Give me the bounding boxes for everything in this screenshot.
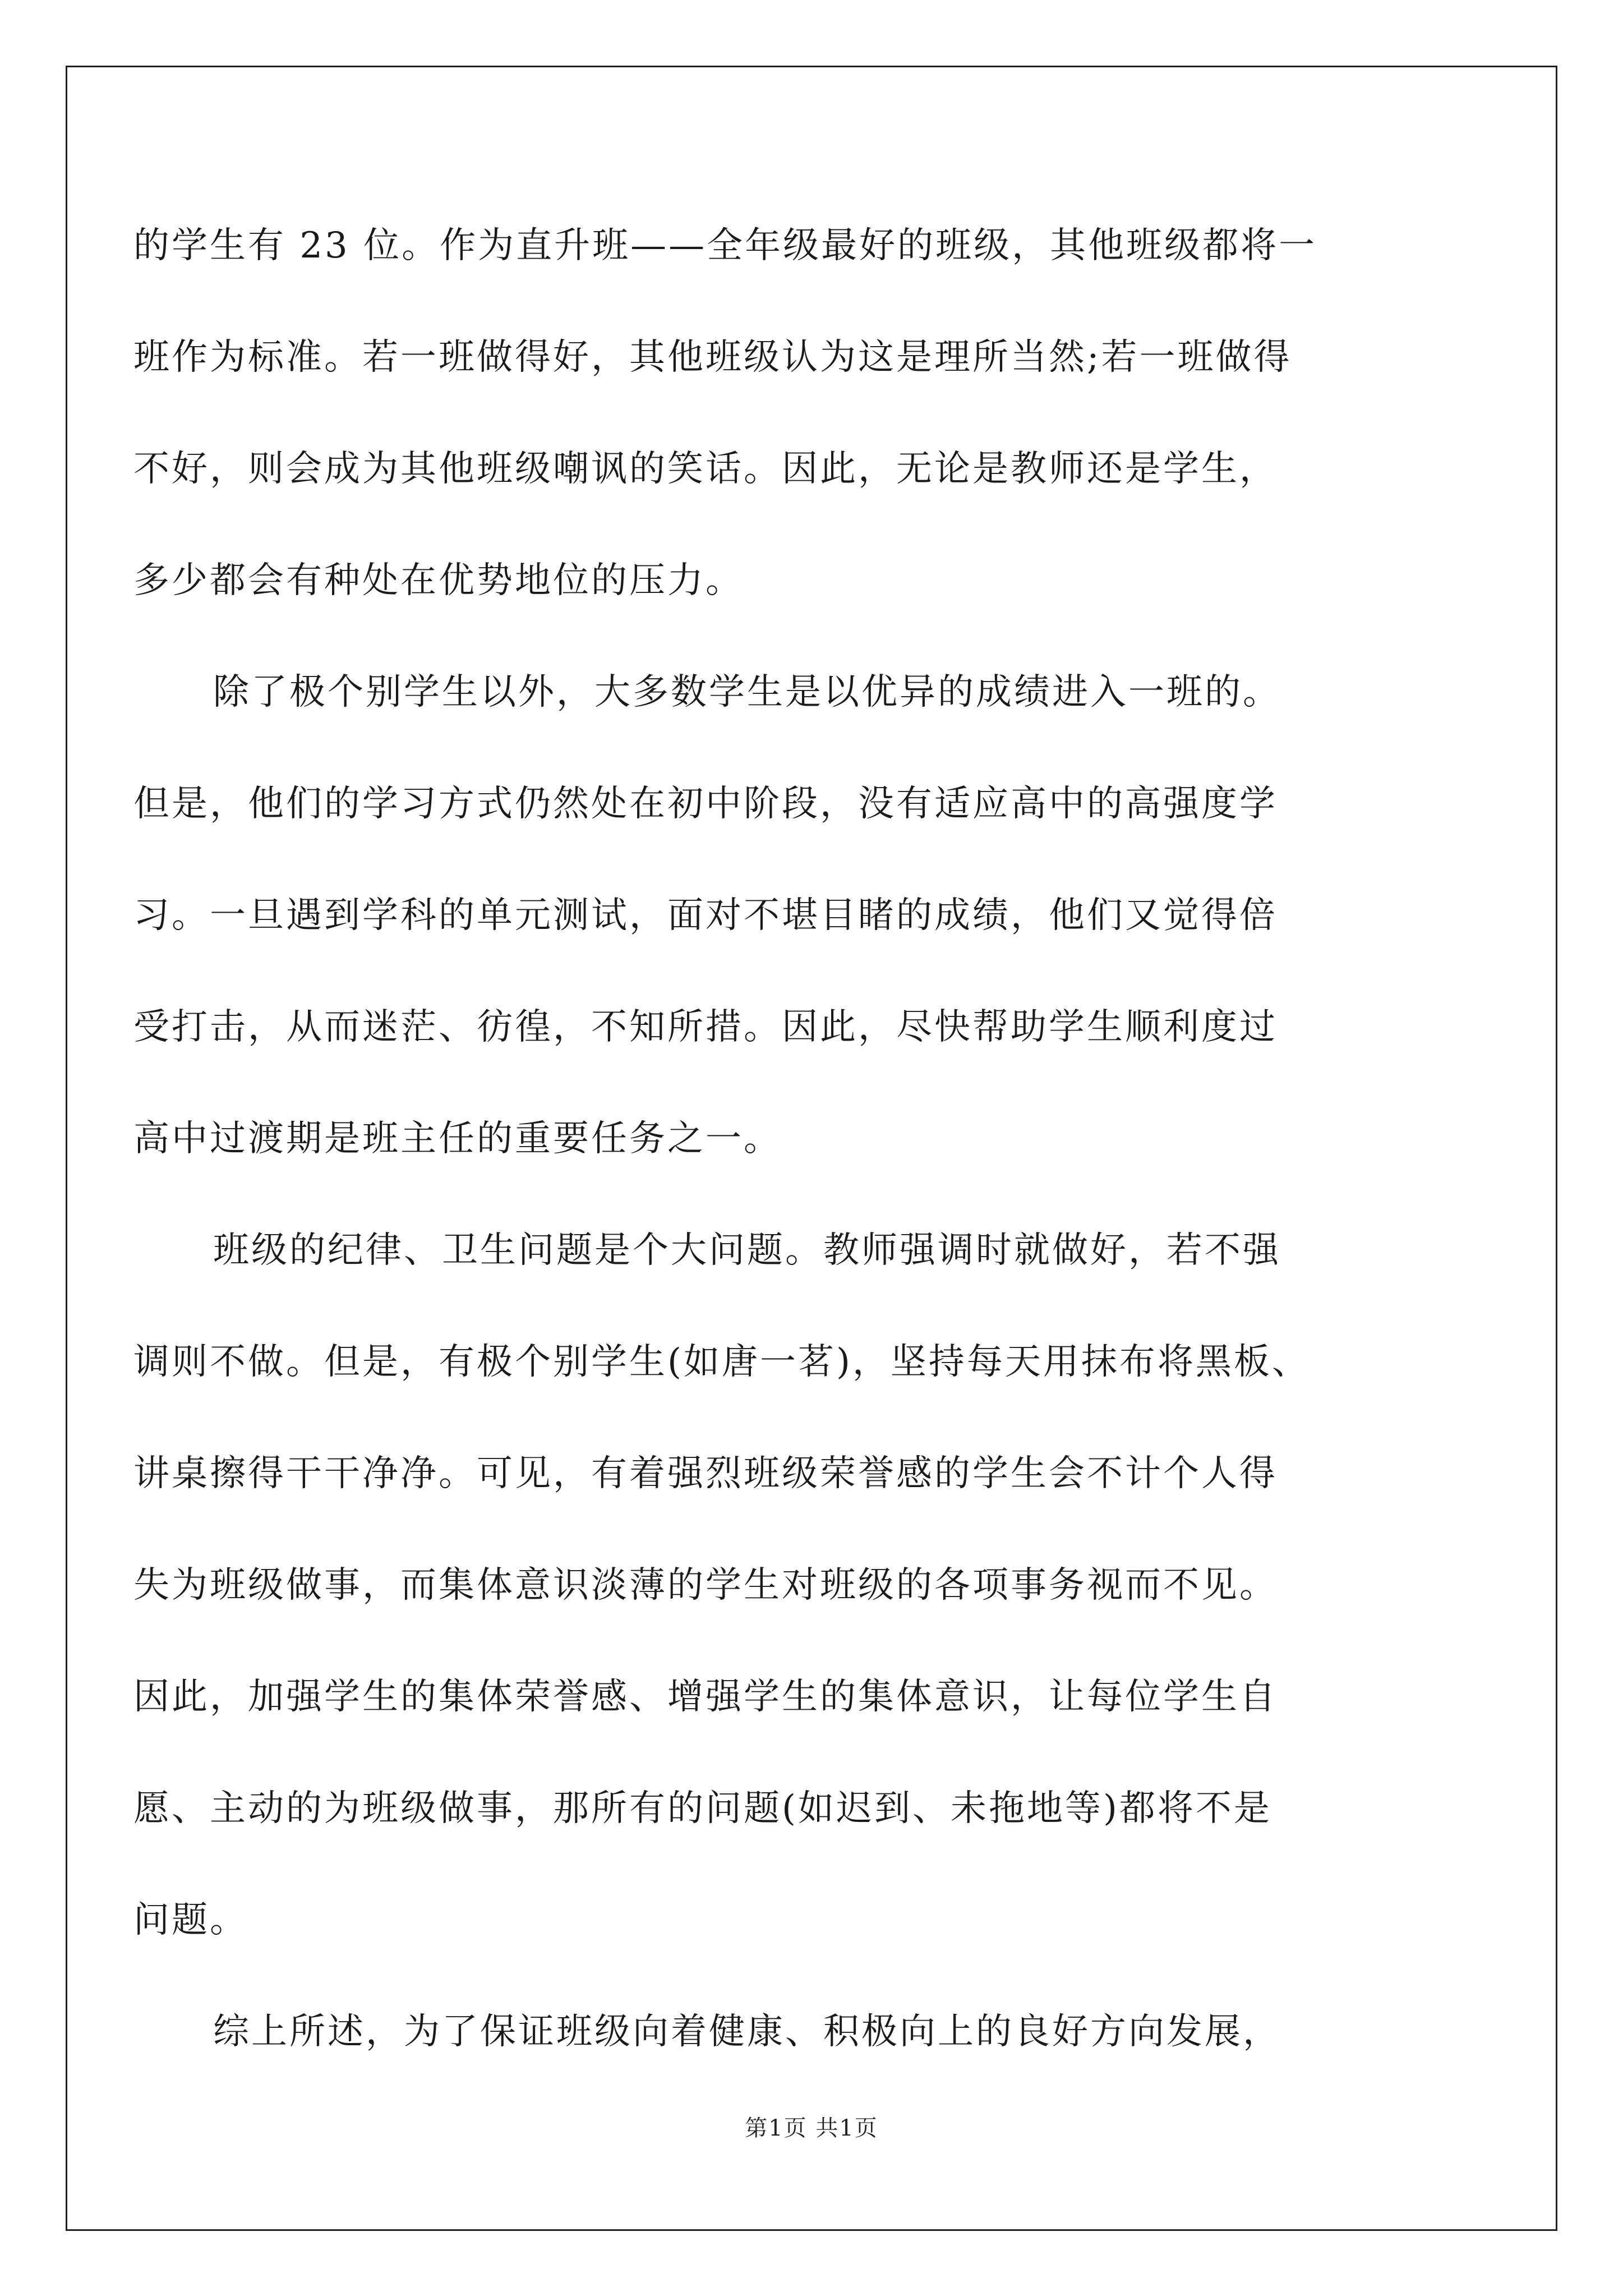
text-line: 讲桌擦得干干净净。可见，有着强烈班级荣誉感的学生会不计个人得 bbox=[133, 1453, 1278, 1494]
text-line: 问题。 bbox=[133, 1899, 248, 1941]
page-number-footer: 第1页 共1页 bbox=[745, 2115, 878, 2141]
text-line: 受打击，从而迷茫、彷徨，不知所措。因此，尽快帮助学生顺利度过 bbox=[133, 1006, 1278, 1048]
paragraph-first-line: 综上所述，为了保证班级向着健康、积极向上的良好方向发展， bbox=[213, 2011, 1281, 2053]
text-line: 不好，则会成为其他班级嘲讽的笑话。因此，无论是教师还是学生， bbox=[133, 448, 1278, 490]
text-line: 高中过渡期是班主任的重要任务之一。 bbox=[133, 1118, 782, 1159]
paragraph-first-line: 班级的纪律、卫生问题是个大问题。教师强调时就做好，若不强 bbox=[213, 1230, 1281, 1271]
text-line: 愿、主动的为班级做事，那所有的问题(如迟到、未拖地等)都将不是 bbox=[133, 1788, 1272, 1829]
text-line: 但是，他们的学习方式仍然处在初中阶段，没有适应高中的高强度学 bbox=[133, 783, 1278, 825]
text-line: 因此，加强学生的集体荣誉感、增强学生的集体意识，让每位学生自 bbox=[133, 1676, 1278, 1718]
text-line: 的学生有 23 位。作为直升班——全年级最好的班级，其他班级都将一 bbox=[133, 225, 1317, 266]
text-line: 班作为标准。若一班做得好，其他班级认为这是理所当然;若一班做得 bbox=[133, 337, 1292, 378]
paragraph-first-line: 除了极个别学生以外，大多数学生是以优异的成绩进入一班的。 bbox=[213, 671, 1281, 713]
text-line: 调则不做。但是，有极个别学生(如唐一茗)，坚持每天用抹布将黑板、 bbox=[133, 1341, 1310, 1383]
text-line: 习。一旦遇到学科的单元测试，面对不堪目睹的成绩，他们又觉得倍 bbox=[133, 895, 1278, 936]
text-line: 失为班级做事，而集体意识淡薄的学生对班级的各项事务视而不见。 bbox=[133, 1565, 1278, 1606]
text-line: 多少都会有种处在优势地位的压力。 bbox=[133, 560, 744, 601]
